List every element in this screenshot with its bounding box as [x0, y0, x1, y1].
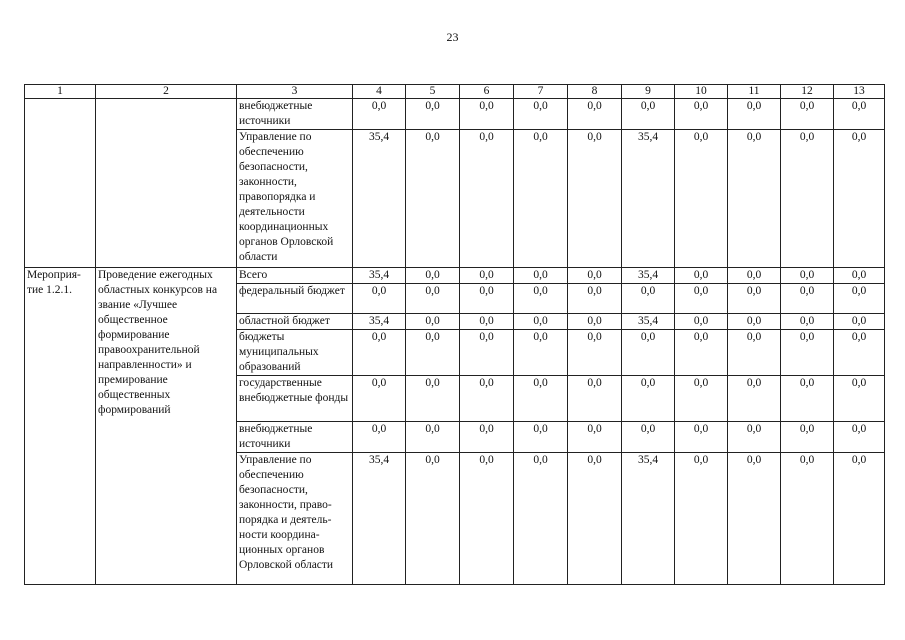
funding-source: внебюджетные источники — [237, 99, 353, 130]
value-cell: 0,0 — [834, 99, 885, 130]
value-cell: 0,0 — [675, 314, 728, 330]
value-cell: 0,0 — [728, 330, 781, 376]
value-cell: 0,0 — [514, 330, 568, 376]
funding-source: государственные внебюджетные фонды — [237, 376, 353, 422]
column-header: 1 — [25, 85, 96, 99]
value-cell: 0,0 — [568, 453, 622, 585]
funding-source: Всего — [237, 268, 353, 284]
measure-code: Мероприя-тие 1.2.1. — [25, 268, 96, 585]
column-header: 8 — [568, 85, 622, 99]
value-cell: 0,0 — [406, 284, 460, 314]
value-cell: 0,0 — [781, 284, 834, 314]
value-cell: 0,0 — [406, 422, 460, 453]
value-cell: 0,0 — [781, 130, 834, 268]
page-number: 23 — [446, 30, 459, 44]
budget-table — [24, 84, 885, 585]
value-cell: 0,0 — [834, 284, 885, 314]
value-cell: 0,0 — [622, 284, 675, 314]
value-cell: 0,0 — [728, 99, 781, 130]
value-cell: 0,0 — [834, 268, 885, 284]
value-cell: 0,0 — [675, 268, 728, 284]
value-cell: 0,0 — [675, 422, 728, 453]
value-cell: 0,0 — [622, 422, 675, 453]
value-cell: 0,0 — [834, 422, 885, 453]
value-cell: 0,0 — [728, 284, 781, 314]
value-cell: 0,0 — [460, 314, 514, 330]
value-cell: 0,0 — [460, 453, 514, 585]
value-cell: 0,0 — [675, 130, 728, 268]
funding-source: федеральный бюджет — [237, 284, 353, 314]
value-cell: 0,0 — [514, 268, 568, 284]
value-cell: 35,4 — [353, 453, 406, 585]
value-cell: 0,0 — [834, 453, 885, 585]
value-cell: 0,0 — [353, 422, 406, 453]
funding-source: бюджеты муниципальных образований — [237, 330, 353, 376]
value-cell: 0,0 — [406, 314, 460, 330]
value-cell: 0,0 — [353, 330, 406, 376]
value-cell: 0,0 — [460, 268, 514, 284]
value-cell: 0,0 — [568, 376, 622, 422]
value-cell: 0,0 — [406, 130, 460, 268]
value-cell: 0,0 — [514, 130, 568, 268]
value-cell: 0,0 — [568, 99, 622, 130]
column-header: 10 — [675, 85, 728, 99]
value-cell: 0,0 — [675, 330, 728, 376]
empty-cell — [25, 99, 96, 268]
value-cell: 0,0 — [781, 422, 834, 453]
column-header: 7 — [514, 85, 568, 99]
value-cell: 0,0 — [406, 376, 460, 422]
value-cell: 0,0 — [568, 330, 622, 376]
value-cell: 0,0 — [781, 314, 834, 330]
value-cell: 0,0 — [781, 453, 834, 585]
value-cell: 0,0 — [781, 99, 834, 130]
column-header: 6 — [460, 85, 514, 99]
value-cell: 0,0 — [781, 268, 834, 284]
value-cell: 0,0 — [514, 376, 568, 422]
value-cell: 0,0 — [728, 376, 781, 422]
value-cell: 0,0 — [514, 422, 568, 453]
value-cell: 0,0 — [622, 376, 675, 422]
value-cell: 0,0 — [568, 422, 622, 453]
value-cell: 0,0 — [406, 330, 460, 376]
value-cell: 0,0 — [622, 99, 675, 130]
column-header: 9 — [622, 85, 675, 99]
value-cell: 0,0 — [622, 330, 675, 376]
value-cell: 0,0 — [514, 453, 568, 585]
value-cell: 0,0 — [460, 99, 514, 130]
value-cell: 0,0 — [728, 453, 781, 585]
column-header: 5 — [406, 85, 460, 99]
value-cell: 0,0 — [834, 314, 885, 330]
funding-source: внебюджетные источники — [237, 422, 353, 453]
value-cell: 0,0 — [353, 376, 406, 422]
column-header: 2 — [96, 85, 237, 99]
value-cell: 35,4 — [622, 268, 675, 284]
funding-source: Управление по обеспечению безопасности, законности, правопорядка и деятельности координационных органов Орловской области — [237, 130, 353, 268]
value-cell: 0,0 — [834, 130, 885, 268]
value-cell: 0,0 — [353, 284, 406, 314]
value-cell: 0,0 — [353, 99, 406, 130]
value-cell: 0,0 — [460, 330, 514, 376]
value-cell: 0,0 — [728, 314, 781, 330]
value-cell: 0,0 — [514, 314, 568, 330]
value-cell: 0,0 — [781, 330, 834, 376]
funding-source: областной бюджет — [237, 314, 353, 330]
value-cell: 0,0 — [568, 314, 622, 330]
value-cell: 0,0 — [675, 99, 728, 130]
value-cell: 35,4 — [622, 453, 675, 585]
value-cell: 0,0 — [568, 268, 622, 284]
value-cell: 0,0 — [675, 376, 728, 422]
column-header: 11 — [728, 85, 781, 99]
value-cell: 0,0 — [728, 422, 781, 453]
value-cell: 35,4 — [622, 130, 675, 268]
value-cell: 0,0 — [406, 268, 460, 284]
measure-name: Проведение ежегодных областных конкурсов на звание «Лучшее общественное формирование правоохранительной направленности» и премирование общественных формирований — [96, 268, 237, 585]
value-cell: 35,4 — [353, 130, 406, 268]
value-cell: 0,0 — [728, 130, 781, 268]
value-cell: 0,0 — [514, 284, 568, 314]
value-cell: 0,0 — [568, 130, 622, 268]
table-row — [25, 268, 885, 284]
funding-source: Управление по обеспечению безопасности, законности, право-порядка и деятель-ности координа-ционных органов Орловской области — [237, 453, 353, 585]
column-header: 12 — [781, 85, 834, 99]
value-cell: 0,0 — [406, 453, 460, 585]
column-number-row — [25, 85, 885, 99]
value-cell: 0,0 — [460, 422, 514, 453]
value-cell: 0,0 — [460, 284, 514, 314]
value-cell: 0,0 — [406, 99, 460, 130]
value-cell: 0,0 — [728, 268, 781, 284]
value-cell: 0,0 — [781, 376, 834, 422]
value-cell: 0,0 — [675, 284, 728, 314]
value-cell: 35,4 — [353, 314, 406, 330]
table-row — [25, 99, 885, 130]
column-header: 13 — [834, 85, 885, 99]
value-cell: 0,0 — [460, 130, 514, 268]
empty-cell — [96, 99, 237, 268]
column-header: 3 — [237, 85, 353, 99]
value-cell: 0,0 — [568, 284, 622, 314]
value-cell: 0,0 — [460, 376, 514, 422]
column-header: 4 — [353, 85, 406, 99]
value-cell: 0,0 — [514, 99, 568, 130]
value-cell: 0,0 — [834, 330, 885, 376]
value-cell: 35,4 — [622, 314, 675, 330]
value-cell: 0,0 — [675, 453, 728, 585]
value-cell: 0,0 — [834, 376, 885, 422]
value-cell: 35,4 — [353, 268, 406, 284]
